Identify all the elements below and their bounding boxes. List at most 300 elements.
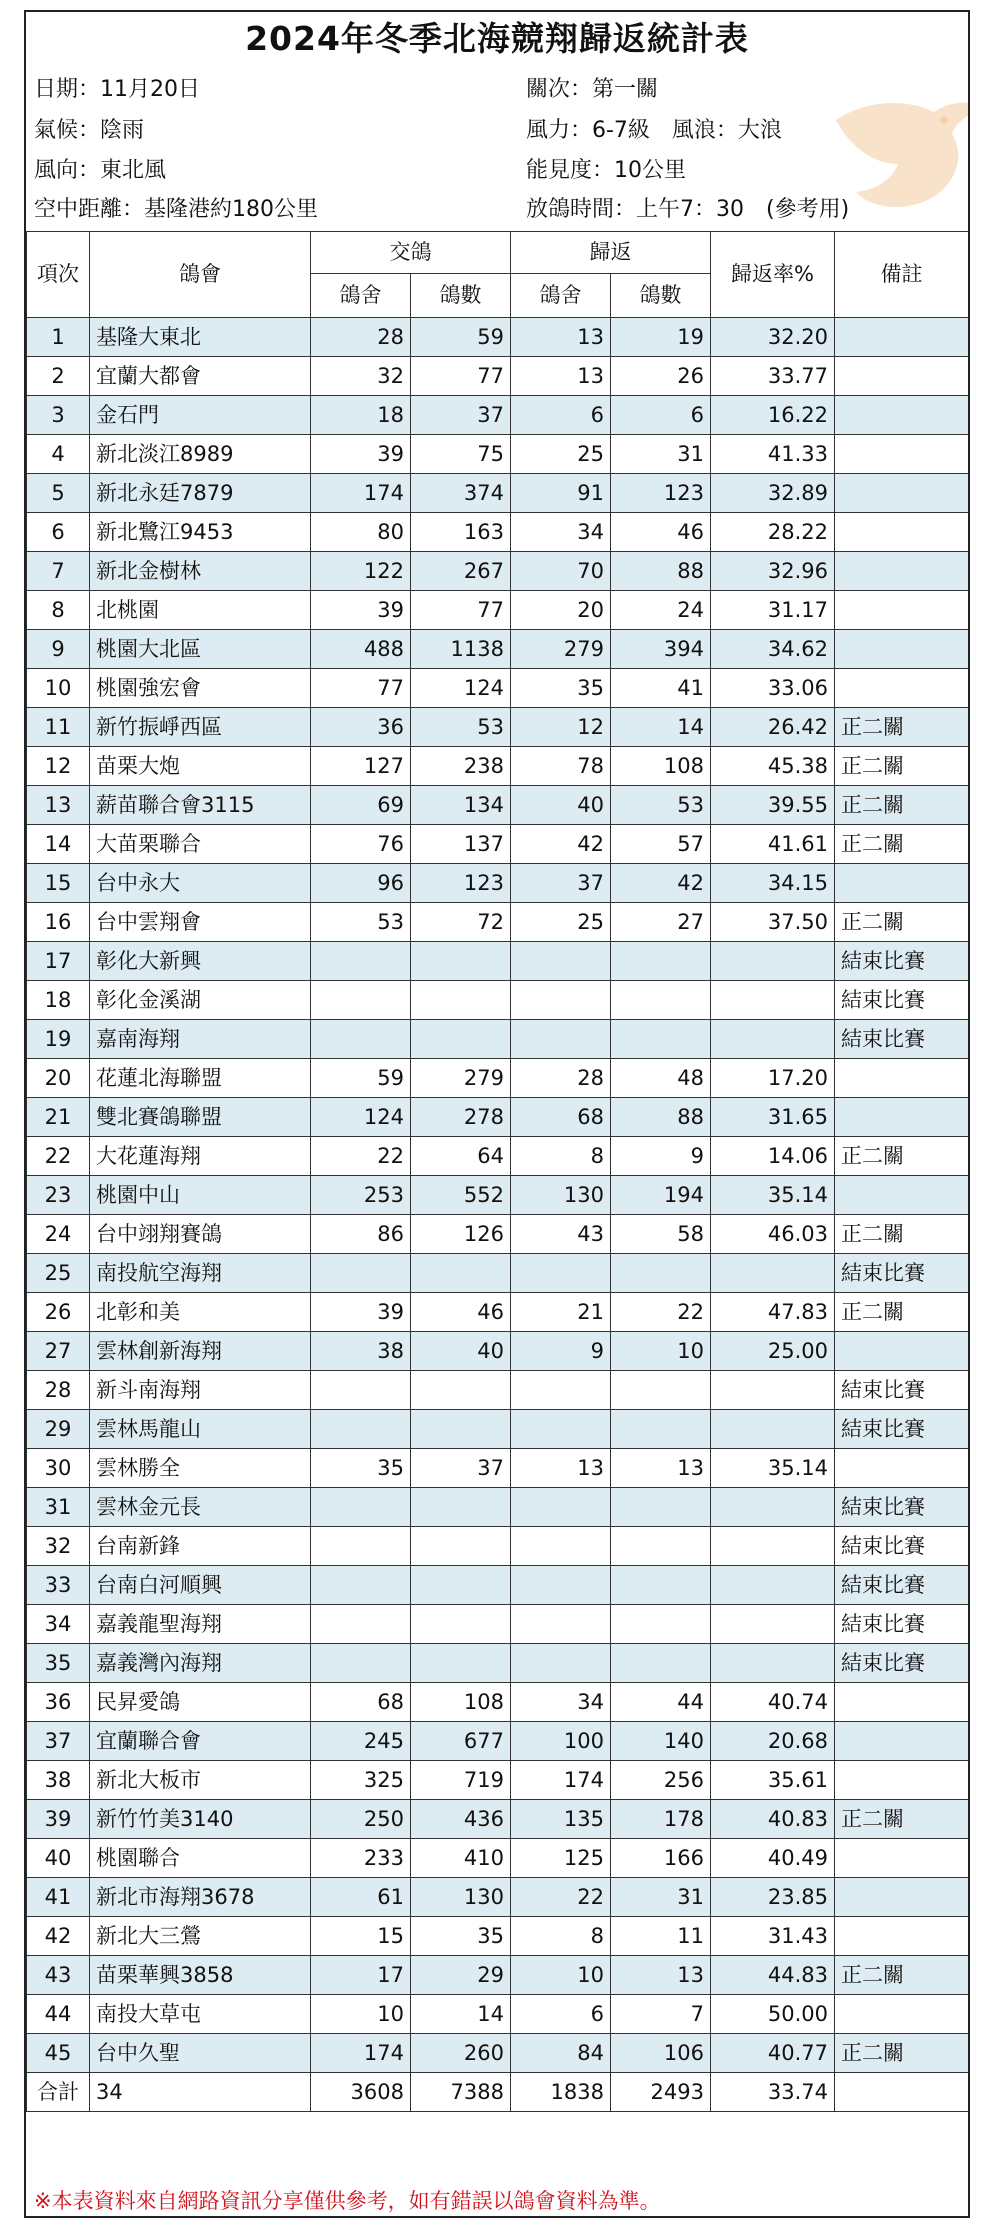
cell-submit-birds <box>411 1371 511 1410</box>
cell-return-birds: 178 <box>611 1800 711 1839</box>
cell-note <box>835 474 969 513</box>
info-date: 日期：11月20日 <box>34 77 200 102</box>
table-row <box>27 591 969 630</box>
cell-return-birds: 42 <box>611 864 711 903</box>
table-row <box>27 1644 969 1683</box>
cell-club: 雲林創新海翔 <box>90 1332 311 1371</box>
cell-note <box>835 1761 969 1800</box>
cell-no: 34 <box>27 1605 90 1644</box>
cell-submit-lofts: 127 <box>311 747 411 786</box>
info-wind: 風力：6-7級 風浪：大浪 <box>526 118 782 143</box>
cell-submit-lofts <box>311 1254 411 1293</box>
cell-note: 正二關 <box>835 1293 969 1332</box>
table-row <box>27 630 969 669</box>
cell-submit-lofts <box>311 1020 411 1059</box>
table-row <box>27 903 969 942</box>
cell-submit-lofts: 39 <box>311 435 411 474</box>
cell-note: 結束比賽 <box>835 981 969 1020</box>
cell-submit-lofts: 76 <box>311 825 411 864</box>
cell-submit-birds <box>411 1020 511 1059</box>
cell-note: 正二關 <box>835 2034 969 2073</box>
cell-return-birds: 26 <box>611 357 711 396</box>
info-distance: 空中距離：基隆港約180公里 <box>34 197 318 222</box>
cell-note: 正二關 <box>835 1956 969 1995</box>
cell-return-birds: 13 <box>611 1449 711 1488</box>
cell-submit-birds: 124 <box>411 669 511 708</box>
cell-club: 新北大三鶯 <box>90 1917 311 1956</box>
cell-return-lofts: 279 <box>511 630 611 669</box>
cell-note <box>835 318 969 357</box>
table-row <box>27 1761 969 1800</box>
table-row <box>27 1332 969 1371</box>
cell-rate: 35.14 <box>711 1449 835 1488</box>
cell-club: 桃園大北區 <box>90 630 311 669</box>
cell-no: 5 <box>27 474 90 513</box>
cell-submit-birds: 75 <box>411 435 511 474</box>
cell-return-birds: 22 <box>611 1293 711 1332</box>
cell-club: 桃園聯合 <box>90 1839 311 1878</box>
cell-note <box>835 1059 969 1098</box>
cell-return-birds: 11 <box>611 1917 711 1956</box>
cell-note <box>835 1995 969 2034</box>
cell-return-birds: 46 <box>611 513 711 552</box>
header-no: 項次 <box>27 232 90 318</box>
header-note: 備註 <box>835 232 969 318</box>
cell-submit-birds: 677 <box>411 1722 511 1761</box>
cell-return-lofts: 100 <box>511 1722 611 1761</box>
cell-rate: 40.49 <box>711 1839 835 1878</box>
cell-submit-lofts: 488 <box>311 630 411 669</box>
cell-return-birds <box>611 1410 711 1449</box>
cell-return-birds: 19 <box>611 318 711 357</box>
cell-no: 20 <box>27 1059 90 1098</box>
cell-return-lofts <box>511 1254 611 1293</box>
cell-return-birds: 41 <box>611 669 711 708</box>
table-row <box>27 708 969 747</box>
cell-rate: 41.61 <box>711 825 835 864</box>
cell-rate: 25.00 <box>711 1332 835 1371</box>
cell-no: 6 <box>27 513 90 552</box>
cell-return-birds <box>611 981 711 1020</box>
table-row <box>27 552 969 591</box>
cell-return-lofts: 8 <box>511 1137 611 1176</box>
cell-return-birds <box>611 1488 711 1527</box>
cell-club: 雙北賽鴿聯盟 <box>90 1098 311 1137</box>
cell-submit-birds: 64 <box>411 1137 511 1176</box>
header-submit-birds: 鴿數 <box>411 274 511 318</box>
cell-return-lofts <box>511 981 611 1020</box>
cell-club: 新北鷺江9453 <box>90 513 311 552</box>
table-row <box>27 1449 969 1488</box>
cell-no: 36 <box>27 1683 90 1722</box>
cell-submit-birds: 53 <box>411 708 511 747</box>
cell-club: 宜蘭大都會 <box>90 357 311 396</box>
cell-return-lofts: 9 <box>511 1332 611 1371</box>
cell-club: 新竹振崢西區 <box>90 708 311 747</box>
cell-no: 44 <box>27 1995 90 2034</box>
cell-submit-lofts: 86 <box>311 1215 411 1254</box>
cell-return-lofts: 28 <box>511 1059 611 1098</box>
cell-rate: 35.14 <box>711 1176 835 1215</box>
cell-return-lofts <box>511 942 611 981</box>
cell-submit-birds: 436 <box>411 1800 511 1839</box>
cell-return-birds <box>611 942 711 981</box>
cell-club: 北桃園 <box>90 591 311 630</box>
cell-rate: 47.83 <box>711 1293 835 1332</box>
cell-rate: 45.38 <box>711 747 835 786</box>
cell-submit-lofts: 15 <box>311 1917 411 1956</box>
cell-note <box>835 1878 969 1917</box>
cell-note <box>835 669 969 708</box>
cell-rate: 16.22 <box>711 396 835 435</box>
cell-submit-lofts: 69 <box>311 786 411 825</box>
total-rate: 33.74 <box>711 2073 835 2112</box>
cell-club: 宜蘭聯合會 <box>90 1722 311 1761</box>
cell-club: 彰化金溪湖 <box>90 981 311 1020</box>
cell-note <box>835 1176 969 1215</box>
cell-return-lofts: 8 <box>511 1917 611 1956</box>
cell-submit-lofts <box>311 1371 411 1410</box>
cell-rate: 40.83 <box>711 1800 835 1839</box>
cell-club: 新北淡江8989 <box>90 435 311 474</box>
cell-return-lofts: 130 <box>511 1176 611 1215</box>
page-title: 2024年冬季北海競翔歸返統計表 <box>245 19 749 58</box>
cell-no: 22 <box>27 1137 90 1176</box>
table-row <box>27 513 969 552</box>
cell-submit-birds <box>411 1488 511 1527</box>
cell-submit-lofts <box>311 942 411 981</box>
cell-submit-birds: 123 <box>411 864 511 903</box>
cell-submit-lofts: 174 <box>311 474 411 513</box>
table-row <box>27 1098 969 1137</box>
cell-rate: 40.77 <box>711 2034 835 2073</box>
table-row <box>27 318 969 357</box>
cell-submit-lofts: 35 <box>311 1449 411 1488</box>
cell-submit-lofts: 38 <box>311 1332 411 1371</box>
stats-table <box>26 231 969 2112</box>
cell-rate <box>711 1527 835 1566</box>
cell-club: 台南白河順興 <box>90 1566 311 1605</box>
cell-submit-birds: 267 <box>411 552 511 591</box>
cell-rate: 26.42 <box>711 708 835 747</box>
cell-no: 43 <box>27 1956 90 1995</box>
total-return-lofts: 1838 <box>511 2073 611 2112</box>
cell-return-lofts: 35 <box>511 669 611 708</box>
cell-return-birds: 27 <box>611 903 711 942</box>
cell-submit-lofts: 253 <box>311 1176 411 1215</box>
cell-return-birds: 88 <box>611 1098 711 1137</box>
cell-rate: 50.00 <box>711 1995 835 2034</box>
cell-submit-lofts <box>311 981 411 1020</box>
cell-rate: 40.74 <box>711 1683 835 1722</box>
cell-note: 結束比賽 <box>835 1371 969 1410</box>
report-sheet <box>24 10 970 2218</box>
table-row <box>27 1020 969 1059</box>
cell-return-birds: 9 <box>611 1137 711 1176</box>
cell-note: 正二關 <box>835 903 969 942</box>
cell-no: 14 <box>27 825 90 864</box>
table-row <box>27 1527 969 1566</box>
cell-rate: 31.17 <box>711 591 835 630</box>
cell-return-lofts: 42 <box>511 825 611 864</box>
cell-rate <box>711 1254 835 1293</box>
cell-return-birds <box>611 1605 711 1644</box>
cell-note: 結束比賽 <box>835 1644 969 1683</box>
cell-no: 26 <box>27 1293 90 1332</box>
cell-club: 雲林金元長 <box>90 1488 311 1527</box>
cell-rate <box>711 1410 835 1449</box>
cell-club: 嘉南海翔 <box>90 1020 311 1059</box>
cell-rate: 32.89 <box>711 474 835 513</box>
cell-club: 雲林馬龍山 <box>90 1410 311 1449</box>
cell-submit-lofts: 18 <box>311 396 411 435</box>
cell-submit-birds: 14 <box>411 1995 511 2034</box>
cell-submit-birds: 130 <box>411 1878 511 1917</box>
cell-rate: 33.06 <box>711 669 835 708</box>
cell-return-lofts: 13 <box>511 318 611 357</box>
cell-submit-lofts: 10 <box>311 1995 411 2034</box>
cell-return-lofts: 13 <box>511 1449 611 1488</box>
cell-no: 24 <box>27 1215 90 1254</box>
table-row <box>27 1488 969 1527</box>
cell-return-birds: 108 <box>611 747 711 786</box>
cell-submit-birds: 552 <box>411 1176 511 1215</box>
cell-submit-birds <box>411 1527 511 1566</box>
table-row <box>27 1293 969 1332</box>
cell-return-lofts: 43 <box>511 1215 611 1254</box>
cell-submit-birds: 719 <box>411 1761 511 1800</box>
cell-club: 桃園強宏會 <box>90 669 311 708</box>
table-row <box>27 1254 969 1293</box>
table-row <box>27 1917 969 1956</box>
cell-return-birds: 48 <box>611 1059 711 1098</box>
cell-note <box>835 552 969 591</box>
cell-submit-birds <box>411 1605 511 1644</box>
cell-rate: 20.68 <box>711 1722 835 1761</box>
table-row <box>27 1176 969 1215</box>
header-return: 歸返 <box>511 232 711 274</box>
cell-note <box>835 864 969 903</box>
cell-submit-lofts: 174 <box>311 2034 411 2073</box>
cell-no: 28 <box>27 1371 90 1410</box>
cell-no: 37 <box>27 1722 90 1761</box>
cell-note: 結束比賽 <box>835 1605 969 1644</box>
table-row <box>27 669 969 708</box>
cell-rate: 34.62 <box>711 630 835 669</box>
total-note <box>835 2073 969 2112</box>
cell-club: 嘉義龍聖海翔 <box>90 1605 311 1644</box>
cell-return-lofts: 135 <box>511 1800 611 1839</box>
cell-submit-birds: 59 <box>411 318 511 357</box>
cell-no: 2 <box>27 357 90 396</box>
table-row <box>27 1878 969 1917</box>
cell-no: 3 <box>27 396 90 435</box>
cell-submit-lofts: 32 <box>311 357 411 396</box>
footer-note: ※本表資料來自網路資訊分享僅供參考，如有錯誤以鴿會資料為準。 <box>34 2189 661 2213</box>
table-row <box>27 474 969 513</box>
cell-club: 雲林勝全 <box>90 1449 311 1488</box>
cell-no: 9 <box>27 630 90 669</box>
cell-return-birds <box>611 1527 711 1566</box>
cell-note <box>835 1917 969 1956</box>
cell-return-lofts <box>511 1566 611 1605</box>
cell-rate: 34.15 <box>711 864 835 903</box>
table-row <box>27 864 969 903</box>
cell-return-lofts: 20 <box>511 591 611 630</box>
table-row <box>27 1839 969 1878</box>
table-row <box>27 786 969 825</box>
cell-return-lofts: 22 <box>511 1878 611 1917</box>
cell-no: 16 <box>27 903 90 942</box>
cell-club: 台南新鋒 <box>90 1527 311 1566</box>
cell-submit-birds: 108 <box>411 1683 511 1722</box>
cell-submit-birds: 40 <box>411 1332 511 1371</box>
cell-submit-birds: 410 <box>411 1839 511 1878</box>
cell-return-birds: 31 <box>611 435 711 474</box>
cell-note: 結束比賽 <box>835 1020 969 1059</box>
cell-no: 23 <box>27 1176 90 1215</box>
cell-rate <box>711 1644 835 1683</box>
cell-club: 南投大草屯 <box>90 1995 311 2034</box>
cell-return-lofts: 21 <box>511 1293 611 1332</box>
cell-submit-lofts <box>311 1605 411 1644</box>
cell-submit-lofts <box>311 1410 411 1449</box>
cell-rate: 37.50 <box>711 903 835 942</box>
cell-submit-lofts: 17 <box>311 1956 411 1995</box>
cell-submit-birds: 77 <box>411 591 511 630</box>
cell-no: 31 <box>27 1488 90 1527</box>
cell-rate: 39.55 <box>711 786 835 825</box>
cell-return-lofts: 34 <box>511 513 611 552</box>
cell-return-lofts <box>511 1605 611 1644</box>
table-row <box>27 1800 969 1839</box>
cell-note <box>835 435 969 474</box>
cell-no: 41 <box>27 1878 90 1917</box>
cell-note <box>835 396 969 435</box>
cell-return-lofts: 6 <box>511 1995 611 2034</box>
cell-submit-lofts: 77 <box>311 669 411 708</box>
cell-submit-lofts: 53 <box>311 903 411 942</box>
cell-note <box>835 1449 969 1488</box>
cell-no: 8 <box>27 591 90 630</box>
cell-return-birds: 53 <box>611 786 711 825</box>
cell-return-lofts: 37 <box>511 864 611 903</box>
info-round: 關次：第一關 <box>526 77 659 102</box>
cell-note: 正二關 <box>835 825 969 864</box>
cell-club: 民昇愛鴿 <box>90 1683 311 1722</box>
cell-submit-lofts: 61 <box>311 1878 411 1917</box>
cell-club: 苗栗大炮 <box>90 747 311 786</box>
cell-club: 台中雲翔會 <box>90 903 311 942</box>
cell-club: 大苗栗聯合 <box>90 825 311 864</box>
cell-club: 大花蓮海翔 <box>90 1137 311 1176</box>
total-club-count: 34 <box>90 2073 311 2112</box>
cell-club: 台中翊翔賽鴿 <box>90 1215 311 1254</box>
cell-note: 正二關 <box>835 786 969 825</box>
header-return-lofts: 鴿舍 <box>511 274 611 318</box>
cell-club: 南投航空海翔 <box>90 1254 311 1293</box>
cell-club: 新北金樹林 <box>90 552 311 591</box>
table-row <box>27 1371 969 1410</box>
cell-submit-birds <box>411 981 511 1020</box>
cell-return-birds <box>611 1371 711 1410</box>
table-row <box>27 981 969 1020</box>
cell-note: 結束比賽 <box>835 1527 969 1566</box>
cell-submit-lofts <box>311 1527 411 1566</box>
cell-note: 正二關 <box>835 1215 969 1254</box>
cell-submit-lofts: 122 <box>311 552 411 591</box>
cell-note <box>835 1722 969 1761</box>
cell-submit-lofts: 80 <box>311 513 411 552</box>
cell-return-birds: 58 <box>611 1215 711 1254</box>
cell-no: 45 <box>27 2034 90 2073</box>
cell-rate: 17.20 <box>711 1059 835 1098</box>
cell-rate <box>711 1488 835 1527</box>
cell-return-lofts: 25 <box>511 435 611 474</box>
cell-submit-birds <box>411 1410 511 1449</box>
cell-return-lofts: 84 <box>511 2034 611 2073</box>
cell-return-lofts <box>511 1371 611 1410</box>
cell-return-lofts <box>511 1020 611 1059</box>
cell-return-lofts: 13 <box>511 357 611 396</box>
cell-club: 嘉義灣內海翔 <box>90 1644 311 1683</box>
cell-rate: 31.65 <box>711 1098 835 1137</box>
cell-return-birds <box>611 1254 711 1293</box>
cell-return-lofts: 25 <box>511 903 611 942</box>
cell-return-birds: 57 <box>611 825 711 864</box>
cell-return-birds: 44 <box>611 1683 711 1722</box>
cell-submit-lofts: 325 <box>311 1761 411 1800</box>
cell-submit-birds: 238 <box>411 747 511 786</box>
table-row <box>27 1059 969 1098</box>
cell-club: 金石門 <box>90 396 311 435</box>
cell-return-birds: 166 <box>611 1839 711 1878</box>
cell-club: 新竹竹美3140 <box>90 1800 311 1839</box>
cell-submit-lofts: 250 <box>311 1800 411 1839</box>
cell-no: 25 <box>27 1254 90 1293</box>
cell-return-birds: 123 <box>611 474 711 513</box>
cell-no: 40 <box>27 1839 90 1878</box>
cell-return-lofts: 40 <box>511 786 611 825</box>
cell-club: 台中永大 <box>90 864 311 903</box>
header-submit: 交鴿 <box>311 232 511 274</box>
table-row <box>27 1683 969 1722</box>
cell-return-birds: 394 <box>611 630 711 669</box>
cell-no: 7 <box>27 552 90 591</box>
table-body <box>27 318 969 2073</box>
cell-submit-birds: 278 <box>411 1098 511 1137</box>
total-submit-lofts: 3608 <box>311 2073 411 2112</box>
cell-rate: 32.96 <box>711 552 835 591</box>
cell-return-birds: 7 <box>611 1995 711 2034</box>
cell-rate <box>711 942 835 981</box>
total-row <box>27 2073 969 2112</box>
cell-rate: 35.61 <box>711 1761 835 1800</box>
cell-return-birds: 14 <box>611 708 711 747</box>
cell-club: 新北永廷7879 <box>90 474 311 513</box>
cell-club: 薪苗聯合會3115 <box>90 786 311 825</box>
header-submit-lofts: 鴿舍 <box>311 274 411 318</box>
table-row <box>27 1956 969 1995</box>
cell-note <box>835 357 969 396</box>
table-row <box>27 357 969 396</box>
cell-rate: 46.03 <box>711 1215 835 1254</box>
total-label: 合計 <box>27 2073 90 2112</box>
table-row <box>27 942 969 981</box>
cell-submit-birds: 279 <box>411 1059 511 1098</box>
cell-submit-birds: 46 <box>411 1293 511 1332</box>
info-wind-direction: 風向：東北風 <box>34 158 167 183</box>
